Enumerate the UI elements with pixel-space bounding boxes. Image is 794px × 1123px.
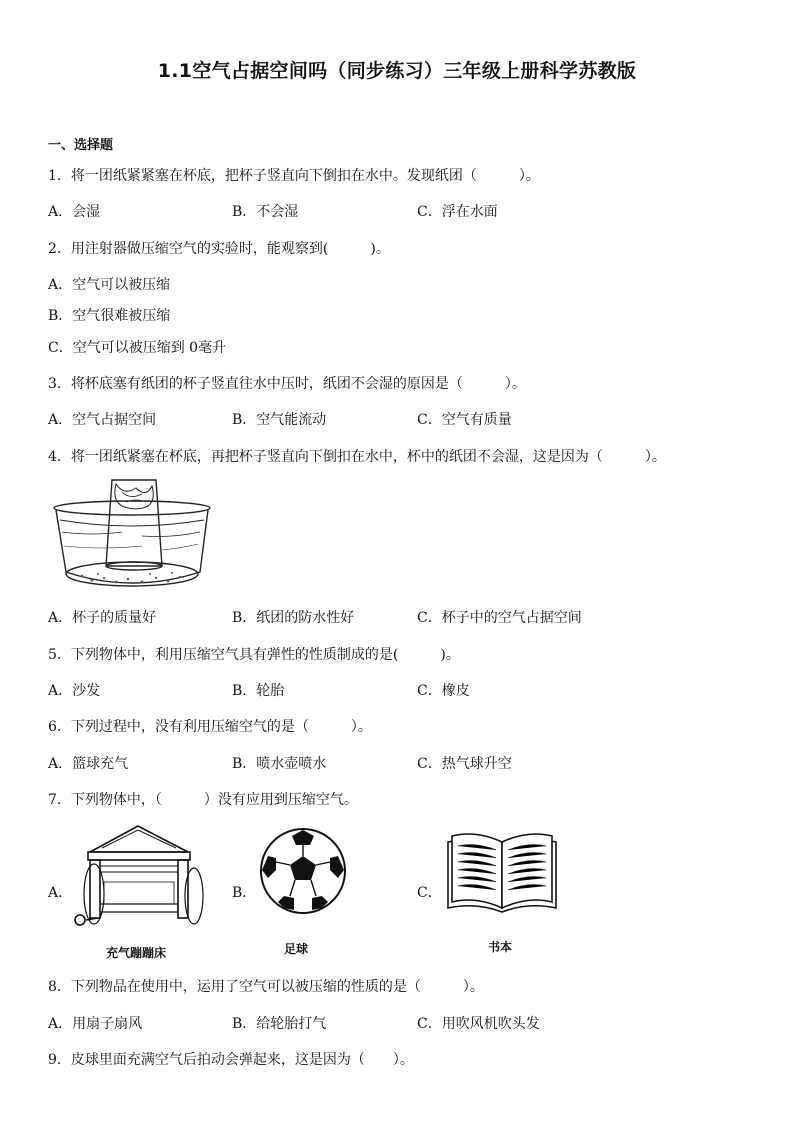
cup-in-water-figure [52,476,214,598]
caption-soccer-ball: 足球 [284,942,309,956]
q6-option-c: C．热气球升空 [417,756,512,772]
q2-option-c: C．空气可以被压缩到 0毫升 [48,340,227,356]
question-2: 2．用注射器做压缩空气的实验时，能观察到( )。 [48,241,390,257]
caption-book: 书本 [488,940,513,954]
q8-option-a: A．用扇子扇风 [48,1016,143,1032]
q5-option-b: B．轮胎 [232,683,285,699]
question-4: 4．将一团纸紧塞在杯底，再把杯子竖直向下倒扣在水中，杯中的纸团不会湿，这是因为（ ）。 [48,449,666,465]
question-3: 3．将杯底塞有纸团的杯子竖直往水中压时，纸团不会湿的原因是（ ）。 [48,376,526,392]
caption-bouncy-castle: 充气蹦蹦床 [106,946,167,960]
q3-option-b: B．空气能流动 [232,412,327,428]
q3-option-c: C．空气有质量 [417,412,512,428]
q5-option-a: A．沙发 [48,683,101,699]
q8-option-c: C．用吹风机吹头发 [417,1016,540,1032]
q6-option-a: A．篮球充气 [48,756,129,772]
q2-option-b: B．空气很难被压缩 [48,308,171,324]
question-6: 6．下列过程中，没有利用压缩空气的是（ ）。 [48,719,372,735]
bouncy-castle-image [68,822,210,932]
q1-option-c: C．浮在水面 [417,204,498,220]
question-8: 8．下列物品在使用中，运用了空气可以被压缩的性质的是（ ）。 [48,979,484,995]
q8-option-b: B．给轮胎打气 [232,1016,327,1032]
q3-option-a: A．空气占据空间 [48,412,157,428]
q4-option-a: A．杯子的质量好 [48,610,157,626]
q2-option-a: A．空气可以被压缩 [48,277,171,293]
q4-option-c: C．杯子中的空气占据空间 [417,610,582,626]
q7-option-a: A． [48,885,73,901]
q1-option-a: A．会湿 [48,204,101,220]
question-9: 9．皮球里面充满空气后拍动会弹起来，这是因为（ ）。 [48,1052,414,1068]
section-heading: 一、选择题 [48,138,114,153]
q6-option-b: B．喷水壶喷水 [232,756,327,772]
q1-option-b: B．不会湿 [232,204,299,220]
page-title: 1.1空气占据空间吗（同步练习）三年级上册科学苏教版 [157,60,637,82]
book-image [444,828,560,920]
question-1: 1．将一团纸紧紧塞在杯底，把杯子竖直向下倒扣在水中。发现纸团（ ）。 [48,168,540,184]
q4-option-b: B．纸团的防水性好 [232,610,355,626]
q5-option-c: C．橡皮 [417,683,470,699]
soccer-ball-image [258,826,348,916]
q7-option-c: C． [417,885,442,901]
question-7: 7．下列物体中，（ ）没有应用到压缩空气。 [48,792,358,808]
question-5: 5．下列物体中，利用压缩空气具有弹性的性质制成的是( )。 [48,647,460,663]
q7-option-b: B． [232,885,257,901]
